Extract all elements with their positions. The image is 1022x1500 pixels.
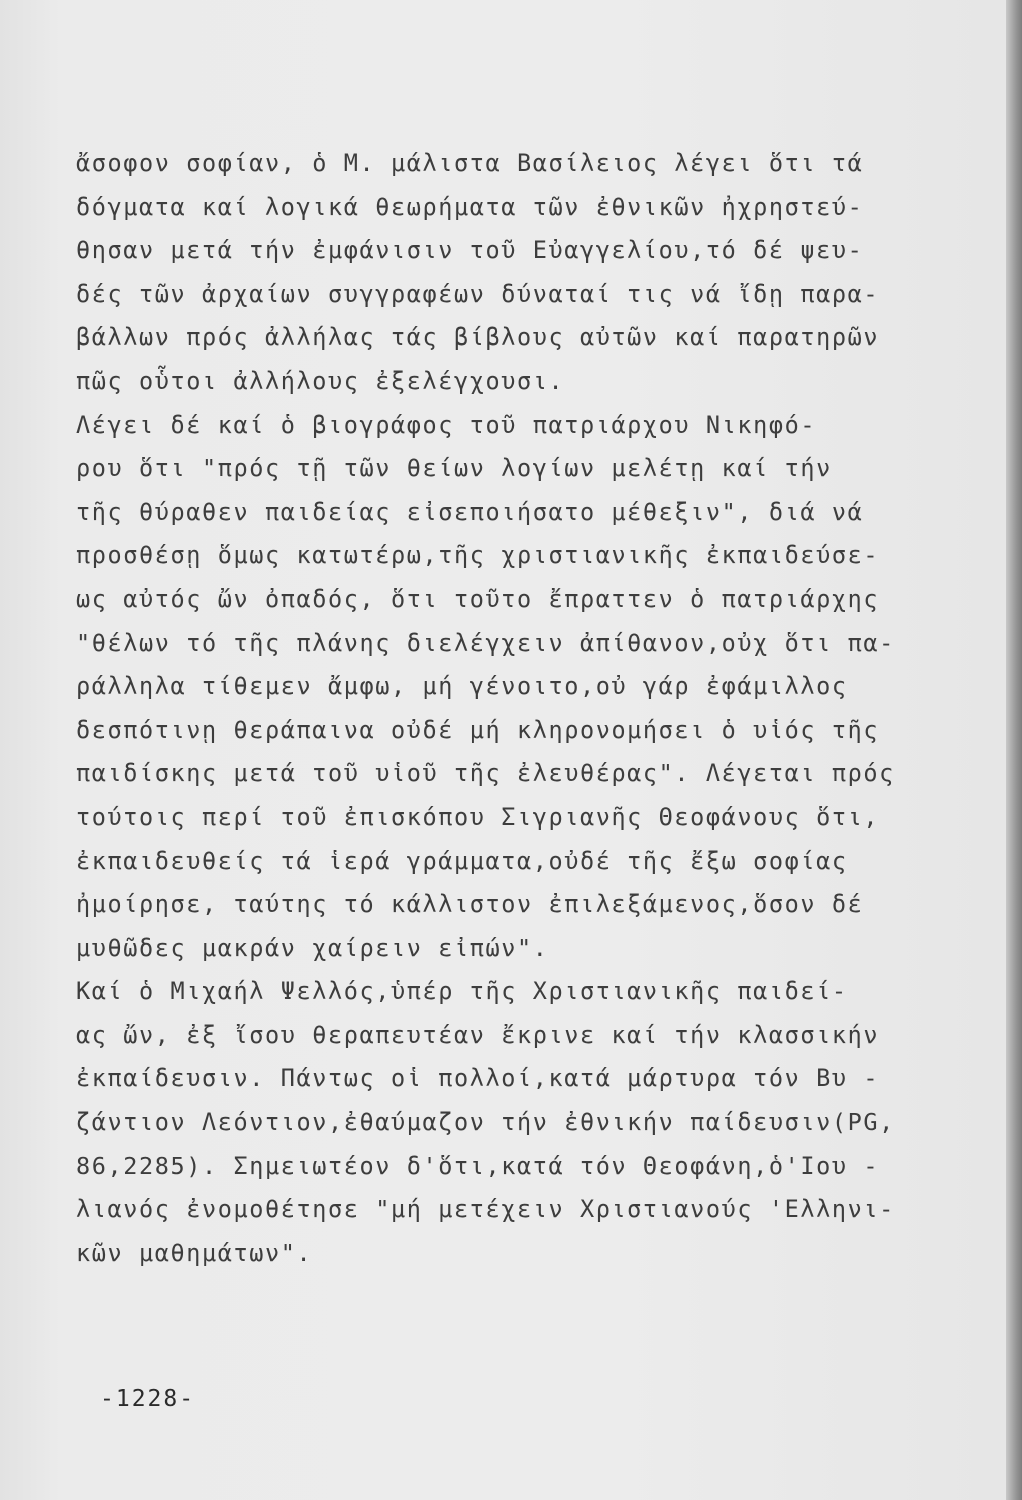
text-line: ρου ὅτι "πρός τῇ τῶν θείων λογίων μελέτῃ καί τήν: [76, 454, 832, 483]
text-line: "θέλων τό τῆς πλάνης διελέγχειν ἀπίθανον,οὐχ ὅτι πα-: [76, 628, 895, 657]
text-line: παιδίσκης μετά τοῦ υἱοῦ τῆς ἐλευθέρας". Λέγεται πρός: [76, 759, 895, 788]
text-line: ας ὤν, ἐξ ἴσου θεραπευτέαν ἔκρινε καί τήν κλασσικήν: [76, 1020, 880, 1049]
text-line: ως αὐτός ὤν ὀπαδός, ὅτι τοῦτο ἔπραττεν ὁ πατριάρχης: [76, 584, 880, 613]
text-line: πῶς οὗτοι ἀλλήλους ἐξελέγχουσι.: [76, 366, 565, 395]
text-line: προσθέσῃ ὅμως κατωτέρω,τῆς χριστιανικῆς ἐκπαιδεύσε-: [76, 541, 880, 570]
text-line: τῆς θύραθεν παιδείας εἰσεποιήσατο μέθεξιν", διά νά: [76, 497, 864, 526]
page-number: -1228-: [100, 1386, 196, 1412]
text-line: θησαν μετά τήν ἐμφάνισιν τοῦ Εὐαγγελίου,τό δέ ψευ-: [76, 236, 864, 265]
text-line: ἐκπαιδευθείς τά ἱερά γράμματα,οὐδέ τῆς ἔξω σοφίας: [76, 846, 848, 875]
text-line: τούτοις περί τοῦ ἐπισκόπου Σιγριανῆς Θεοφάνους ὅτι,: [76, 802, 880, 831]
text-line: δόγματα καί λογικά θεωρήματα τῶν ἐθνικῶν ἠχρηστεύ-: [76, 192, 864, 221]
text-line: 86,2285). Σημειωτέον δ'ὅτι,κατά τόν Θεοφάνη,ὁ'Ιου -: [76, 1151, 880, 1180]
page-edge-shadow: [1006, 0, 1022, 1500]
text-line: ἠμοίρησε, ταύτης τό κάλλιστον ἐπιλεξάμενος,ὅσον δέ: [76, 890, 864, 919]
text-line: ζάντιον Λεόντιον,ἐθαύμαζον τήν ἐθνικήν παίδευσιν(PG,: [76, 1108, 895, 1137]
text-line: Λέγει δέ καί ὁ βιογράφος τοῦ πατριάρχου Νικηφό-: [76, 410, 817, 439]
text-line: κῶν μαθημάτων".: [76, 1238, 313, 1267]
text-line: βάλλων πρός ἀλλήλας τάς βίβλους αὐτῶν καί παρατηρῶν: [76, 323, 880, 352]
text-line: ράλληλα τίθεμεν ἄμφω, μή γένοιτο,οὐ γάρ ἐφάμιλλος: [76, 672, 848, 701]
text-line: ἐκπαίδευσιν. Πάντως οἱ πολλοί,κατά μάρτυρα τόν Βυ -: [76, 1064, 880, 1093]
text-line: ἄσοφον σοφίαν, ὁ Μ. μάλιστα Βασίλειος λέγει ὅτι τά: [76, 149, 864, 177]
text-line: δεσπότινῃ θεράπαινα οὐδέ μή κληρονομήσει ὁ υἱός τῆς: [76, 715, 880, 744]
text-line: Καί ὁ Μιχαήλ Ψελλός,ὑπέρ τῆς Χριστιανικῆς παιδεί-: [76, 977, 848, 1006]
body-text: [76, 142, 956, 1275]
text-line: μυθῶδες μακράν χαίρειν εἰπών".: [76, 933, 549, 962]
text-line: λιανός ἐνομοθέτησε "μή μετέχειν Χριστιανούς 'Ελληνι-: [76, 1195, 895, 1224]
text-line: δές τῶν ἀρχαίων συγγραφέων δύναταί τις νά ἴδῃ παρα-: [76, 279, 880, 308]
